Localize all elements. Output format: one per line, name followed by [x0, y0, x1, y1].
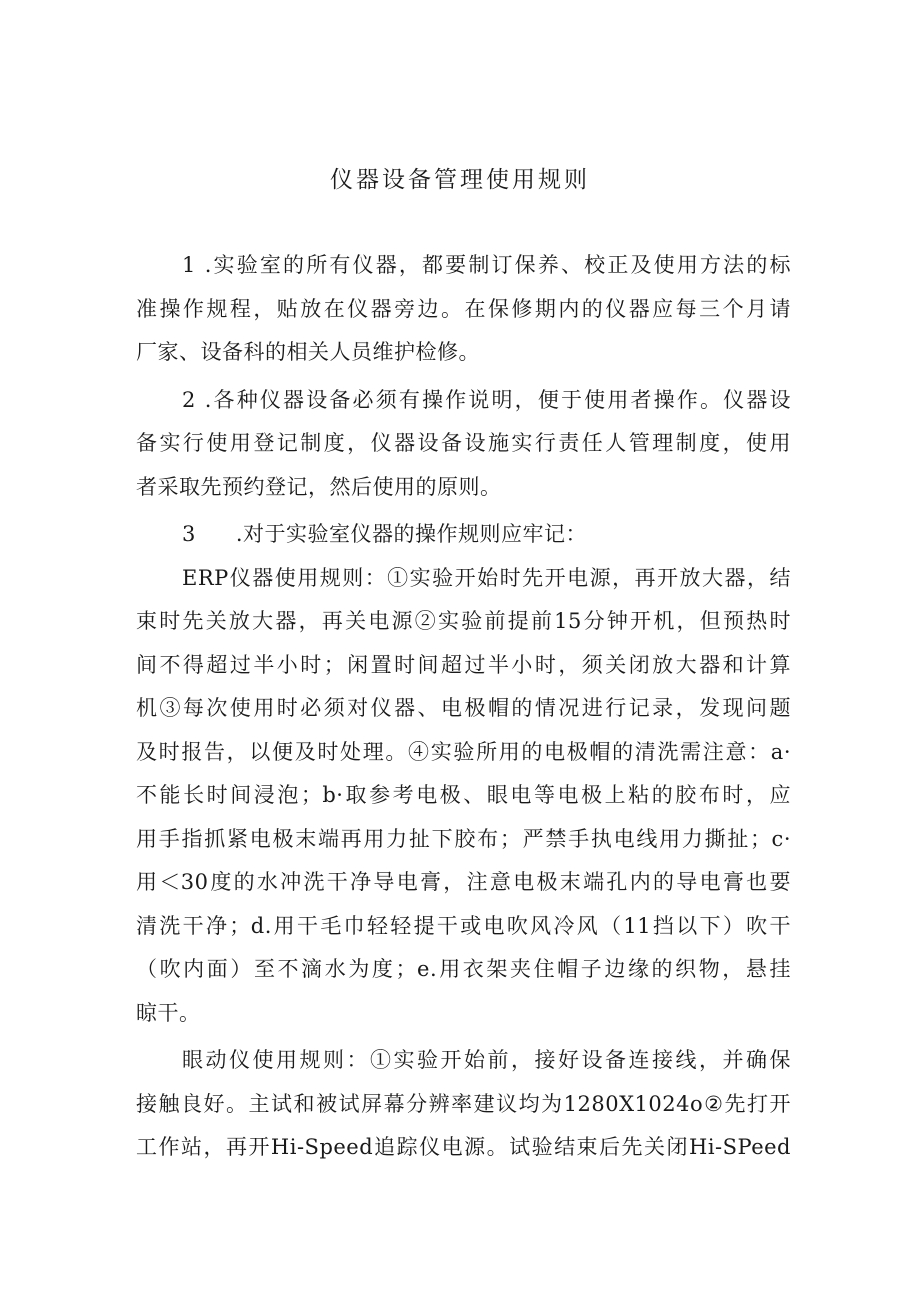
paragraph-text: .对于实验室仪器的操作规则应牢记： [235, 522, 588, 546]
paragraph-line: （吹内面）至不滴水为度；e.用衣架夹住帽子边缘的织物，悬挂 [136, 957, 791, 981]
paragraph-2 [136, 379, 791, 510]
paragraph-line [136, 513, 791, 557]
paragraph-line: 工作站，再开Hi-Speed追踪仪电源。试验结束后先关闭Hi-SPeed [136, 1135, 791, 1159]
paragraph-line: 不能长时间浸泡；b·取参考电极、眼电等电极上粘的胶布时，应 [136, 783, 791, 807]
paragraph-line: ERP仪器使用规则：①实验开始时先开电源，再开放大器，结 [182, 565, 791, 590]
paragraph-line: 准操作规程，贴放在仪器旁边。在保修期内的仪器应每三个月请 [136, 296, 791, 321]
paragraph-line: 备实行使用登记制度，仪器设备设施实行责任人管理制度，使用 [136, 431, 791, 455]
paragraph-number: 3 [182, 522, 196, 546]
paragraph-erp-rules [136, 557, 791, 1036]
paragraph-1 [136, 244, 791, 375]
paragraph-3 [136, 513, 791, 557]
paragraph-eyetracker-rules [136, 1039, 791, 1170]
paragraph-line: 及时报告，以便及时处理。④实验所用的电极帽的清洗需注意：a· [136, 739, 791, 764]
paragraph-line: 接触良好。主试和被试屏幕分辨率建议均为1280X1024o②先打开 [136, 1091, 791, 1116]
paragraph-line: 2 .各种仪器设备必须有操作说明，便于使用者操作。仪器设 [182, 387, 791, 412]
paragraph-line: 清洗干净；d.用干毛巾轻轻提干或电吹风冷风（11挡以下）吹干 [136, 913, 791, 938]
paragraph-line: 厂家、设备科的相关人员维护检修。 [136, 340, 480, 364]
paragraph-line: 眼动仪使用规则：①实验开始前，接好设备连接线，并确保 [182, 1048, 791, 1072]
paragraph-line: 晾干。 [136, 1000, 201, 1025]
paragraph-line: 1 .实验室的所有仪器，都要制订保养、校正及使用方法的标 [182, 253, 791, 277]
paragraph-line: 间不得超过半小时；闲置时间超过半小时，须关闭放大器和计算 [136, 652, 791, 677]
paragraph-line: 束时先关放大器，再关电源②实验前提前15分钟开机，但预热时 [136, 609, 791, 633]
document-body [136, 244, 791, 1170]
paragraph-line: 用＜30度的水冲洗干净导电膏，注意电极末端孔内的导电膏也要 [136, 870, 791, 894]
document-title: 仪器设备管理使用规则 [330, 167, 590, 193]
paragraph-line: 机③每次使用时必须对仪器、电极帽的情况进行记录，发现问题 [136, 696, 791, 720]
paragraph-line: 者采取先预约登记，然后使用的原则。 [136, 474, 502, 499]
paragraph-line: 用手指抓紧电极末端再用力扯下胶布；严禁手执电线用力撕扯；c· [136, 826, 791, 851]
